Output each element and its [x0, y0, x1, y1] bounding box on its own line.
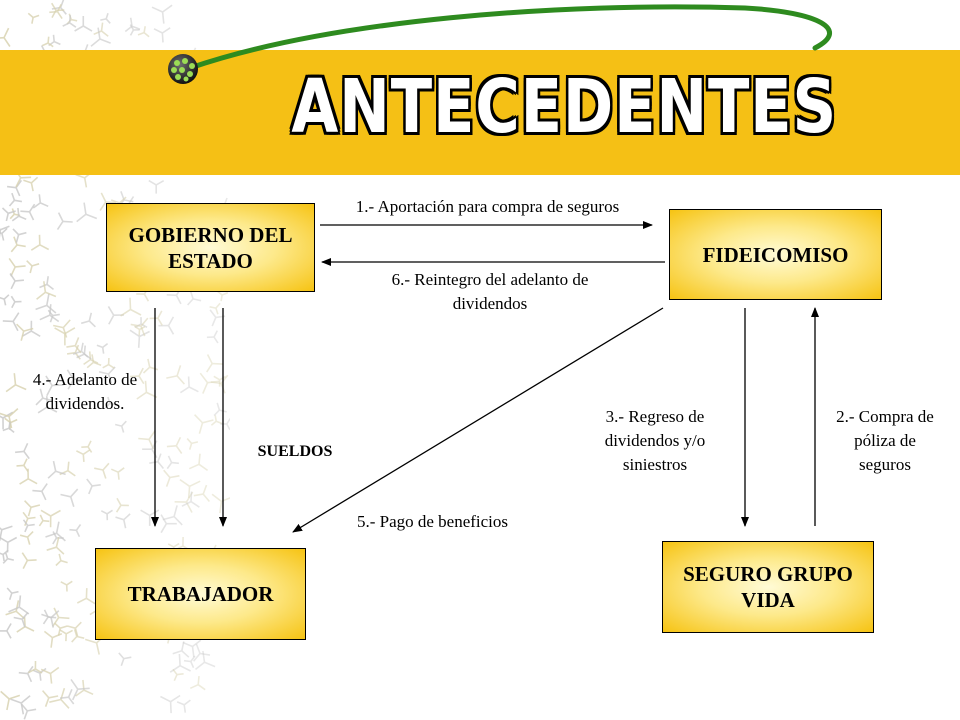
node-gobierno-label: GOBIERNO DEL ESTADO — [128, 222, 293, 273]
node-fideicomiso-label: FIDEICOMISO — [702, 242, 849, 267]
node-seguro-label: SEGURO GRUPO VIDA — [683, 562, 853, 612]
green-dots-sphere-icon — [168, 54, 198, 84]
node-fideicomiso — [669, 209, 882, 300]
edge-label-1: 1.- Aportación para compra de seguros — [355, 197, 620, 216]
edge-label-sueldos: SUELDOS — [257, 443, 333, 460]
edge-label-3: 3.- Regreso de dividendos y/o siniestros — [604, 407, 706, 474]
edge-label-2: 2.- Compra de póliza de seguros — [836, 407, 934, 474]
node-gobierno-del-estado — [106, 203, 315, 292]
node-seguro-grupo-vida — [662, 541, 874, 633]
node-trabajador — [95, 548, 306, 640]
page-title: ANTECEDENTES — [291, 64, 837, 150]
green-swoosh — [190, 7, 830, 68]
node-trabajador-label: TRABAJADOR — [127, 582, 274, 606]
edge-label-6: 6.- Reintegro del adelanto de dividendos — [391, 270, 589, 313]
edge-label-5: 5.- Pago de beneficios — [356, 512, 509, 531]
edge-label-4: 4.- Adelanto de dividendos. — [32, 370, 138, 413]
